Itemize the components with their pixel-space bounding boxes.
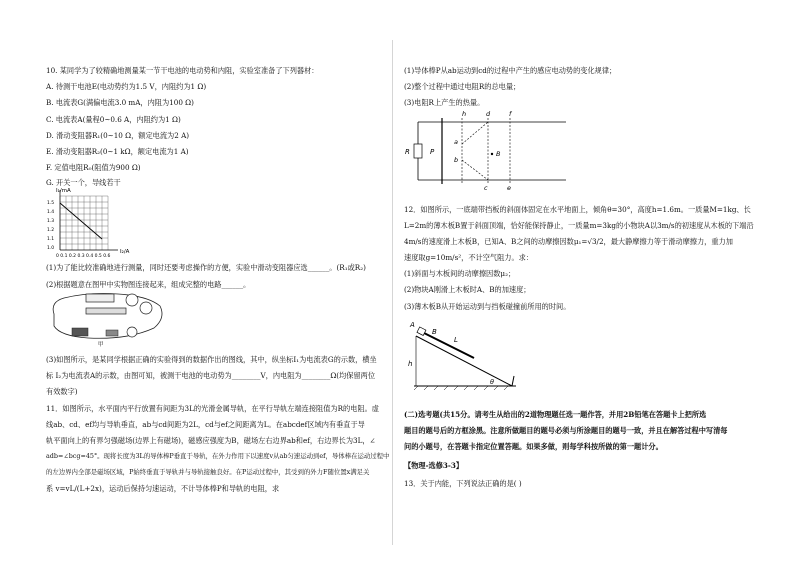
label-r: R [405, 148, 410, 156]
q10-option-e: E. 滑动变阻器R₂(0~1 kΩ，额定电流为1 A) [46, 147, 189, 156]
q10-option-a: A. 待测干电池E(电动势约为1.5 V，内阻约为1 Ω) [46, 82, 207, 91]
label-f: f [509, 110, 512, 118]
q12-sub1: (1)斜面与木板间的动摩擦因数μ₂； [404, 269, 516, 278]
graph-ytick-1: 1.5 [47, 201, 55, 206]
galvanometer-g-shape [140, 302, 152, 314]
field-dot [491, 153, 493, 155]
resistor-shape [86, 308, 126, 314]
q12-sub2: (2)物块A刚滑上木板时A、B的加速度； [404, 285, 531, 294]
q11-line2: 线ab、cd、ef均与导轨垂直，ab与cd间距为2L，cd与ef之间距离为L。在abcdef区域内有垂直于导 [46, 420, 365, 429]
q10-option-b: B. 电流表G(满偏电流3.0 mA，内阻为100 Ω) [46, 98, 194, 107]
q11-sub3: (3)电阻R上产生的热量。 [404, 98, 485, 107]
incline-surface [416, 336, 512, 386]
ground-hatch [414, 386, 508, 390]
battery-shape [72, 328, 88, 336]
label-b-board: B [432, 328, 437, 336]
label-h-height: h [408, 360, 413, 368]
stopper-plate [512, 376, 514, 386]
incline-figure [404, 322, 524, 394]
graph-ytick-6: 1.0 [47, 246, 55, 251]
elective-line2: 题目的题号后的方框涂黑。注意所做题目的题号必须与所涂题目的题号一致，并且在解答过程中写清每 [404, 426, 728, 435]
label-p: P [430, 148, 435, 156]
graph-ytick-4: 1.2 [47, 228, 55, 233]
i1-i2-graph [46, 184, 146, 260]
label-l: L [454, 336, 458, 344]
q12-sub3: (3)薄木板B从开始运动到与挡板碰撞前所用的时间。 [404, 302, 571, 311]
q13-stem: 13．关于内能，下列说法正确的是( ) [404, 479, 522, 488]
ammeter-a-shape [126, 294, 138, 306]
figure-jia-label: 甲 [98, 342, 104, 348]
graph-ytick-2: 1.4 [47, 210, 55, 215]
q12-line2: L=2m的薄木板B置于斜面顶端，恰好能保持静止，一质量m=3kg的小物块A以3m/s的初速度从木板的下端沿 [404, 221, 754, 230]
q11-sub1: (1)导体棒P从ab运动到cd的过程中产生的感应电动势的变化规律； [404, 66, 617, 75]
graph-xlabel: I₂/A [120, 249, 130, 255]
q10-option-d: D. 滑动变阻器R₁(0~10 Ω，额定电流为2 A) [46, 131, 190, 140]
elective-tag: 【物理-选修3-3】 [404, 461, 464, 470]
q11-line1: 11．如图所示，水平面内平行放置有间距为3L的光滑金属导轨，在平行导轨左端连接阻值为R的电阻。虚 [46, 404, 379, 413]
circuit-sketch [48, 288, 168, 348]
board-b-shape [422, 332, 474, 358]
q10-sub1: (1)为了能比较准确地进行测量，同时还要考虑操作的方便，实验中滑动变阻器应选______。(R₁或R₂) [46, 263, 366, 272]
meter-shape [127, 327, 137, 337]
q11-line5: 的左边界内全部是磁场区域，P始终垂直于导轨并与导轨接触良好。在P运动过程中，其受到的外力F随位置x满足关 [46, 468, 370, 476]
boundary-lower [462, 160, 488, 180]
q12-line1: 12．如图所示，一底端带挡板的斜面体固定在水平地面上，倾角θ=30°，高度h=1.6m。一质量M=1kg、长 [404, 205, 751, 214]
rheostat-shape [86, 294, 114, 302]
q10-stem: 10. 某同学为了较精确地测量某一节干电池的电动势和内阻，实验室准备了下列器材： [46, 66, 319, 75]
q10-sub3-line3: 有效数字) [46, 387, 78, 396]
q11-line3: 轨平面向上的有界匀强磁场(边界上有磁场)，磁感应强度为B，磁场左右边界ab和ef，右边界长为3L，∠ [46, 436, 376, 445]
resistor-r-shape [414, 144, 422, 158]
label-b-field: B [496, 150, 501, 158]
q10-sub3-line1: (3)如图所示，是某同学根据正确的实验得到的数据作出的图线，其中，纵坐标I₁为电流表G的示数，横坐 [46, 355, 377, 364]
graph-xticks: 0 0.1 0.2 0.3 0.4 0.5 0.6 [56, 254, 111, 259]
graph-ytick-3: 1.3 [47, 219, 55, 224]
q12-line3: 4m/s的速度滑上木板B，已知A、B之间的动摩擦因数μ₁=√3/2，最大静摩擦力等于滑动摩擦力，重力加 [404, 237, 733, 246]
q11-sub2: (2)整个过程中通过电阻R的总电量； [404, 82, 521, 91]
q12-line4: 速度取g=10m/s²，不计空气阻力。求： [404, 253, 534, 262]
label-d: d [486, 110, 491, 118]
q11-rail-figure [404, 110, 574, 192]
switch-shape [106, 330, 118, 336]
q10-option-c: C. 电流表A(量程0~0.6 A，内阻约为1 Ω) [46, 115, 181, 124]
q10-sub3-line2: 标 I₂为电流表A的示数，由图可知，被测干电池的电动势为________V，内电阻为________Ω(均保留两位 [46, 371, 376, 380]
label-h: h [462, 110, 467, 118]
q10-option-g: G. 开关一个，导线若干 [46, 178, 121, 187]
elective-line3: 问的小题号，在答题卡指定位置答题。如果多做，则每学科按所做的第一题计分。 [404, 442, 663, 451]
label-a-block: A [410, 322, 415, 329]
label-theta: θ [490, 378, 494, 386]
q11-line6: 系 v=vL/(L+2x)，运动后保持匀速运动，不计导体棒P和导轨的电阻，求 [46, 484, 280, 493]
boundary-upper [462, 122, 488, 144]
q10-option-f: F. 定值电阻R₀(阻值为900 Ω) [46, 163, 141, 172]
label-b: b [454, 156, 459, 164]
label-c: c [484, 184, 488, 192]
elective-line1: (二)选考题(共15分。请考生从给出的2道物理题任选一题作答，并用2B铅笔在答题卡上把所选 [404, 410, 707, 419]
graph-ytick-5: 1.1 [47, 237, 55, 242]
q11-line4: adb=∠bcg=45°。现将长度为3L的导体棒P垂直于导轨，在外力作用下以速度v从ab匀速运动到ef，导体棒在运动过程中 [46, 452, 390, 460]
column-divider [392, 40, 393, 545]
label-e: e [507, 184, 511, 192]
graph-ylabel: I₁/mA [56, 188, 71, 194]
label-a: a [454, 138, 458, 146]
graph-line [60, 203, 102, 239]
q10-sub2: (2)根据题意在图甲中实物图连接起来，组成完整的电路______。 [46, 280, 251, 289]
